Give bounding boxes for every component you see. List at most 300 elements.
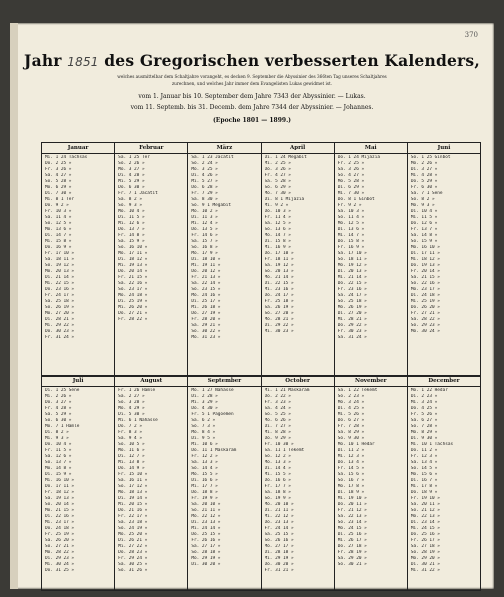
month-header: November [335, 376, 407, 387]
day-row: Di. 21 11 » [264, 508, 294, 514]
day-row: Di. 23 13 » [191, 520, 221, 526]
day-row: So. 2 26 » [118, 161, 145, 167]
day-row: Sa. 8 30 » [191, 197, 218, 203]
day-row: So. 9 30 » [337, 436, 365, 442]
day-row: Do. 23 13 » [264, 520, 294, 526]
day-row: Di. 2 28 » [191, 394, 218, 400]
day-row: So. 20 13 » [264, 269, 294, 275]
day-row: Do. 24 17 » [264, 293, 294, 299]
day-row: So. 24 19 » [118, 526, 148, 532]
day-row: Fr. 28 20 » [191, 317, 221, 323]
day-row: Fr. 17 7 » [264, 484, 291, 490]
day-row: Mi. 5 29 » [118, 179, 145, 185]
day-row: Fr. 19 9 » [191, 496, 218, 502]
day-row: Mi. 16 10 » [45, 478, 75, 484]
day-row: So. 21 12 » [410, 508, 440, 514]
month-header: December [408, 376, 480, 387]
day-row: Do. 6 28 » [191, 185, 218, 191]
day-row: Di. 22 16 » [45, 514, 75, 520]
day-row: Do. 27 19 » [191, 311, 221, 317]
day-row: Mi. 21 14 » [337, 275, 367, 281]
day-row: Mi. 9 2 » [264, 203, 289, 209]
day-row: Sa. 3 26 » [337, 167, 365, 173]
day-row: Mi. 26 17 » [337, 538, 367, 544]
day-row: Mi. 27 22 » [118, 544, 148, 550]
day-row: Mi. 1 24 Tachsas [45, 155, 88, 160]
day-row: Mo. 6 26 » [264, 418, 291, 424]
day-row: Mo. 9 3 » [410, 203, 435, 209]
day-row: Sa. 10 3 » [337, 209, 365, 215]
day-row: Sa. 8 2 » [118, 197, 142, 203]
day-row: Sa. 15 6 » [337, 472, 365, 478]
day-row: Mo. 15 5 » [191, 472, 218, 478]
day-row: Mi. 10 6 » [191, 442, 218, 448]
day-row: Do. 3 26 » [264, 167, 291, 173]
day-row: So. 13 7 » [45, 460, 72, 466]
calendar-grid-second-half [41, 375, 481, 591]
day-row: Fr. 14 6 » [191, 233, 218, 239]
day-row: So. 3 28 » [118, 400, 145, 406]
day-row: Di. 5 30 » [118, 412, 145, 418]
day-row: Sa. 6 27 » [410, 418, 438, 424]
day-row: Mo. 3 27 » [118, 167, 145, 173]
day-row: Mi. 8 28 » [264, 430, 291, 436]
day-list [42, 154, 114, 341]
day-row: Fr. 2 25 » [337, 161, 365, 167]
day-row: Mo. 7 30 » [264, 191, 291, 197]
day-row: So. 16 7 » [337, 478, 365, 484]
day-list [408, 387, 480, 574]
day-row: Sa. 2 27 » [118, 394, 145, 400]
month-column [262, 143, 335, 376]
day-row: Mi. 30 23 » [264, 329, 294, 335]
day-row: Sa. 25 15 » [264, 532, 294, 538]
day-row: Sa. 23 18 » [118, 520, 148, 526]
day-row: Mo. 16 10 » [410, 245, 440, 251]
day-row: Do. 11 2 » [410, 448, 438, 454]
day-row: Mo. 29 20 » [410, 556, 440, 562]
day-row: Fr. 10 3 » [45, 209, 72, 215]
day-row: Di. 24 18 » [410, 293, 440, 299]
day-row: Di. 15 9 » [45, 472, 72, 478]
day-row: So. 16 10 » [118, 245, 148, 251]
day-row: Sa. 26 19 » [264, 305, 294, 311]
day-row: Mi. 22 12 » [264, 514, 294, 520]
day-row: Sa. 31 24 » [337, 335, 367, 341]
day-row: Mo. 27 17 » [264, 544, 294, 550]
day-row: So. 21 11 » [191, 508, 221, 514]
day-row: Mi. 9 3 » [45, 436, 69, 442]
day-row: So. 27 21 » [45, 544, 75, 550]
day-row: Di. 7 27 » [264, 424, 291, 430]
day-row: Sa. 7 1 Sene [410, 191, 443, 197]
day-row: Do. 13 5 » [191, 227, 218, 233]
day-row: Mo. 8 4 » [191, 430, 216, 436]
month-column [408, 143, 480, 376]
day-row: Sa. 5 28 » [264, 179, 291, 185]
day-row: Mi. 11 5 » [410, 215, 438, 221]
epoch-label: (Epoche 1801 — 1899.) [212, 117, 292, 124]
day-row: So. 28 19 » [410, 550, 440, 556]
day-row: Fr. 18 11 » [264, 257, 294, 263]
day-list [115, 387, 187, 574]
day-row: So. 15 9 » [410, 239, 438, 245]
day-row: Sa. 9 4 » [118, 436, 142, 442]
day-row: Mo. 24 15 » [337, 526, 367, 532]
day-row: Do. 20 12 » [191, 269, 221, 275]
day-row: Di. 28 18 » [264, 550, 294, 556]
day-row: Sa. 27 17 » [191, 544, 221, 550]
day-row: So. 7 3 » [191, 424, 216, 430]
calendar-page [10, 23, 494, 589]
page-number: 370 [464, 31, 478, 39]
day-row: Mi. 23 17 » [45, 520, 75, 526]
day-row: Fr. 10 30 » [264, 442, 294, 448]
day-row: So. 5 25 » [264, 412, 291, 418]
day-row: Do. 9 2 » [45, 203, 69, 209]
day-row: Di. 22 15 » [264, 281, 294, 287]
day-row: So. 23 14 » [337, 520, 367, 526]
title-prefix: Jahr [24, 51, 62, 70]
day-row: Mo. 22 12 » [191, 514, 221, 520]
day-row: Di. 4 25 » [337, 406, 365, 412]
day-row: Mi. 4 28 » [410, 173, 438, 179]
day-row: So. 18 11 » [337, 257, 367, 263]
day-row: Mi. 29 19 » [264, 556, 294, 562]
day-row: Do. 30 23 » [45, 329, 75, 335]
day-row: Do. 16 9 » [45, 245, 72, 251]
day-row: Sa. 12 5 » [264, 221, 291, 227]
day-row: Mo. 25 20 » [118, 532, 148, 538]
day-row: Sa. 11 1 Tekemt [264, 448, 305, 454]
day-row: Mo. 29 19 » [191, 556, 221, 562]
day-row: So. 30 22 » [191, 329, 221, 335]
day-row: Sa. 24 17 » [337, 293, 367, 299]
day-row: Sa. 29 20 » [337, 556, 367, 562]
day-row: Fr. 4 28 » [45, 406, 72, 412]
day-row: So. 12 5 » [45, 221, 72, 227]
day-row: So. 23 15 » [191, 287, 221, 293]
day-row: Mi. 25 19 » [410, 299, 440, 305]
day-row: Do. 18 9 » [410, 490, 438, 496]
month-header: April [262, 143, 334, 154]
day-row: Di. 25 16 » [337, 532, 367, 538]
day-row: Mo. 24 18 » [118, 293, 148, 299]
day-row: Sa. 26 20 » [45, 538, 75, 544]
day-row: So. 8 2 » [410, 197, 435, 203]
day-row: Fr. 28 22 » [118, 317, 148, 323]
month-column [188, 376, 261, 590]
day-row: So. 5 28 » [45, 179, 72, 185]
day-row: Mi. 23 16 » [264, 287, 294, 293]
day-row: Fr. 21 12 » [337, 508, 367, 514]
day-row: Mi. 30 24 » [45, 562, 75, 568]
day-row: Fr. 24 14 » [264, 526, 294, 532]
day-row: Mo. 13 6 » [45, 227, 72, 233]
day-row: Sa. 22 14 » [191, 281, 221, 287]
day-row: Di. 20 13 » [337, 269, 367, 275]
day-row: So. 13 6 » [264, 227, 291, 233]
day-row: Fr. 26 16 » [191, 538, 221, 544]
month-header: Januar [42, 143, 114, 154]
day-row: Sa. 25 18 » [45, 299, 75, 305]
day-row: Mo. 7 1 Hamle [45, 424, 80, 430]
day-row: Do. 21 16 » [118, 508, 148, 514]
day-row: Mi. 28 21 » [337, 317, 367, 323]
day-row: Fr. 30 23 » [337, 329, 367, 335]
day-row: Fr. 19 10 » [410, 496, 440, 502]
day-row: Mo. 17 8 » [337, 484, 365, 490]
day-row: Mo. 14 7 » [264, 233, 291, 239]
day-row: Di. 9 30 » [410, 436, 438, 442]
day-row: Sa. 11 4 » [45, 215, 72, 221]
day-row: Mo. 24 16 » [191, 293, 221, 299]
day-row: Mo. 6 29 » [45, 185, 72, 191]
day-row: Di. 18 12 » [118, 257, 148, 263]
subtitle-line-2: zurechnen, und welches Jahr immer dem Evangelisten Lukas gewidmet ist. [171, 81, 333, 86]
day-row: Mo. 22 13 » [410, 514, 440, 520]
day-row: Fr. 12 2 » [191, 454, 218, 460]
month-column [115, 143, 188, 376]
day-row: Di. 26 21 » [118, 538, 148, 544]
day-row: Do. 15 8 » [337, 239, 365, 245]
month-column [262, 376, 335, 590]
day-row: Sa. 15 9 » [118, 239, 145, 245]
day-row: Do. 26 20 » [410, 305, 440, 311]
day-row: Sa. 1 25 Ter [118, 155, 150, 160]
day-row: So. 4 27 » [337, 173, 365, 179]
day-row: Sa. 19 12 » [264, 263, 294, 269]
day-row: Do. 5 29 » [410, 179, 438, 185]
day-row: Do. 22 15 » [337, 281, 367, 287]
day-row: Mi. 18 12 » [410, 257, 440, 263]
day-row: Sa. 20 10 » [191, 502, 221, 508]
day-row: Di. 4 26 » [191, 173, 218, 179]
day-row: Do. 31 25 » [45, 568, 75, 574]
day-row: Fr. 23 16 » [337, 287, 367, 293]
day-row: Di. 18 9 » [337, 490, 365, 496]
day-row: Di. 9 5 » [191, 436, 216, 442]
day-row: So. 9 1 Megabit [191, 203, 231, 209]
day-row: Do. 20 14 » [118, 269, 148, 275]
day-row: Do. 27 18 » [337, 544, 367, 550]
page-title [10, 51, 494, 70]
day-row: Di. 29 23 » [45, 556, 75, 562]
day-row: Do. 13 7 » [118, 227, 145, 233]
day-row: Sa. 13 4 » [410, 460, 438, 466]
day-row: Mi. 24 14 » [191, 526, 221, 532]
day-row: So. 7 28 » [410, 424, 438, 430]
day-row: Mi. 3 29 » [191, 400, 218, 406]
subtitle-line-1: welches ausmittelbar dem Schaltjahre vorangeht, es decken 9. September die Abyssinier des 366ten Tag unseres Schaltjahres [117, 74, 387, 79]
day-row: Do. 19 13 » [410, 263, 440, 269]
day-row: Fr. 3 23 » [264, 400, 291, 406]
day-row: So. 26 16 » [264, 538, 294, 544]
day-row: Mo. 13 3 » [264, 460, 291, 466]
day-row: Sa. 18 11 » [45, 257, 75, 263]
day-row: So. 14 5 » [410, 466, 438, 472]
day-row: Fr. 27 21 » [410, 311, 440, 317]
day-row: Di. 13 6 » [337, 227, 365, 233]
day-row: Mo. 11 6 » [118, 448, 145, 454]
day-list [115, 154, 187, 323]
day-row: Mo. 1 27 Nahasse [191, 388, 234, 393]
day-row: Do. 9 29 » [264, 436, 291, 442]
day-row: Fr. 29 24 » [118, 556, 148, 562]
day-row: Do. 8 1 Ginbot [337, 197, 375, 203]
month-column [335, 143, 408, 376]
day-row: Sa. 29 21 » [191, 323, 221, 329]
day-row: Mi. 22 15 » [45, 281, 75, 287]
day-row: Mi. 19 11 » [191, 263, 221, 269]
day-row: Do. 4 25 » [410, 406, 438, 412]
day-row: Sa. 28 22 » [410, 317, 440, 323]
day-row: So. 23 17 » [118, 287, 148, 293]
day-row: Di. 23 14 » [410, 520, 440, 526]
day-row: Sa. 5 29 » [45, 412, 72, 418]
day-row: Mo. 19 12 » [337, 263, 367, 269]
day-row: Mo. 12 5 » [337, 221, 365, 227]
day-row: Fr. 21 15 » [118, 275, 148, 281]
day-row: Sa. 1 23 Jacatit [191, 155, 234, 160]
day-row: Di. 8 1 Mijazia [264, 197, 305, 203]
day-row: Do. 30 20 » [264, 562, 294, 568]
day-row: Di. 16 7 » [410, 478, 438, 484]
day-row: Fr. 9 2 » [337, 203, 362, 209]
day-row: So. 30 21 » [337, 562, 367, 568]
day-row: Do. 14 9 » [118, 466, 145, 472]
day-row: Do. 2 25 » [45, 161, 72, 167]
day-row: Di. 14 4 » [264, 466, 291, 472]
day-row: Mi. 12 4 » [191, 221, 218, 227]
day-row: Di. 14 7 » [45, 233, 72, 239]
day-row: Do. 28 23 » [118, 550, 148, 556]
day-row: Fr. 5 1 Pagoemen [191, 412, 234, 418]
day-row: Fr. 16 9 » [337, 245, 365, 251]
day-row: Mi. 8 1 Ter [45, 197, 75, 203]
month-column [188, 143, 261, 376]
day-row: Fr. 14 5 » [337, 466, 365, 472]
day-row: Mo. 1 22 Hedar [410, 388, 448, 393]
day-row: Mi. 16 9 » [264, 245, 291, 251]
month-header: Februar [115, 143, 187, 154]
era-line-1: vom 1. Januar bis 10. September dem Jahre 7343 der Abyssinier. — Lukas. [138, 93, 366, 100]
day-row: So. 19 9 » [264, 496, 291, 502]
day-row: Mi. 29 22 » [45, 323, 75, 329]
day-list [262, 387, 334, 574]
day-row: Fr. 22 17 » [118, 514, 148, 520]
day-row: Di. 3 27 » [410, 167, 438, 173]
day-row: Sa. 19 13 » [45, 496, 75, 502]
day-row: Mo. 31 23 » [191, 335, 221, 341]
day-list [188, 154, 260, 341]
day-row: Di. 18 10 » [191, 257, 221, 263]
day-row: Do. 18 8 » [191, 490, 218, 496]
day-row: Mi. 3 24 » [410, 400, 438, 406]
day-row: Di. 27 20 » [337, 311, 367, 317]
day-row: Mo. 21 15 » [45, 508, 75, 514]
day-row: Sa. 18 8 » [264, 490, 291, 496]
day-row: Mi. 13 8 » [118, 460, 145, 466]
day-row: Di. 15 8 » [264, 239, 291, 245]
day-row: Fr. 31 21 » [264, 568, 294, 574]
day-row: Mi. 12 3 » [337, 454, 365, 460]
day-row: Mi. 20 15 » [118, 502, 148, 508]
day-row: Mo. 17 9 » [191, 251, 218, 257]
day-row: Fr. 15 10 » [118, 472, 148, 478]
day-row: Mi. 7 30 » [337, 191, 365, 197]
day-row: Sa. 15 7 » [191, 239, 218, 245]
day-row: Mo. 27 20 » [45, 311, 75, 317]
day-row: Di. 11 5 » [118, 215, 145, 221]
day-row: Do. 25 16 » [410, 532, 440, 538]
day-row: Fr. 25 19 » [45, 532, 75, 538]
day-row: Mo. 15 6 » [410, 472, 438, 478]
month-column [408, 376, 480, 590]
day-row: Do. 23 16 » [45, 287, 75, 293]
day-row: Fr. 18 12 » [45, 490, 75, 496]
day-row: Do. 2 22 » [264, 394, 291, 400]
day-row: Di. 10 4 » [410, 209, 438, 215]
day-row: So. 6 30 » [45, 418, 72, 424]
day-row: Di. 30 21 » [410, 562, 440, 568]
day-row: Di. 16 6 » [191, 478, 218, 484]
day-row: So. 29 23 » [410, 323, 440, 329]
day-row: Sa. 22 13 » [337, 514, 367, 520]
day-row: Fr. 1 26 Hamle [118, 388, 156, 393]
month-header: October [262, 376, 334, 387]
day-list [335, 154, 407, 341]
day-row: Fr. 8 3 » [118, 430, 142, 436]
day-row: So. 28 18 » [191, 550, 221, 556]
day-row: Mo. 28 22 » [45, 550, 75, 556]
day-row: Mi. 15 5 » [264, 472, 291, 478]
day-row: Mo. 20 13 » [45, 269, 75, 275]
day-row: So. 2 24 » [191, 161, 218, 167]
day-row: So. 12 2 » [264, 454, 291, 460]
day-row: Sa. 13 3 » [191, 460, 218, 466]
day-row: Mo. 2 26 » [410, 161, 438, 167]
day-row: Mi. 2 26 » [45, 394, 72, 400]
day-row: Di. 11 3 » [191, 215, 218, 221]
day-row: Di. 21 14 » [45, 275, 75, 281]
month-header: März [188, 143, 260, 154]
day-row: Fr. 25 18 » [264, 299, 294, 305]
day-row: So. 22 16 » [410, 281, 440, 287]
day-row: Sa. 27 18 » [410, 544, 440, 550]
day-row: So. 17 12 » [118, 484, 148, 490]
day-row: Mo. 23 17 » [410, 287, 440, 293]
day-row: Sa. 8 29 » [337, 430, 365, 436]
day-row: Do. 1 24 Mijazia [337, 155, 380, 160]
day-row: So. 1 25 Ginbot [410, 155, 451, 160]
day-row: Mo. 10 4 » [118, 209, 145, 215]
day-row: Do. 3 27 » [45, 400, 72, 406]
day-row: Fr. 31 24 » [45, 335, 75, 341]
day-row: Fr. 11 4 » [264, 215, 291, 221]
day-row: Di. 8 2 » [45, 430, 69, 436]
month-column [42, 376, 115, 590]
day-row: Fr. 7 29 » [191, 191, 218, 197]
day-row: Mi. 26 20 » [118, 305, 148, 311]
day-row: Sa. 14 8 » [410, 233, 438, 239]
day-row: Mi. 10 1 Tachsas [410, 442, 454, 448]
day-row: Di. 6 29 » [337, 185, 365, 191]
era-line-2: vom 11. Septemb. bis 31. Decemb. dem Jahre 7344 der Abyssinier. — Johannes. [130, 104, 374, 111]
day-list [42, 387, 114, 574]
day-row: Mo. 18 13 » [118, 490, 148, 496]
day-row: Mi. 5 26 » [337, 412, 365, 418]
